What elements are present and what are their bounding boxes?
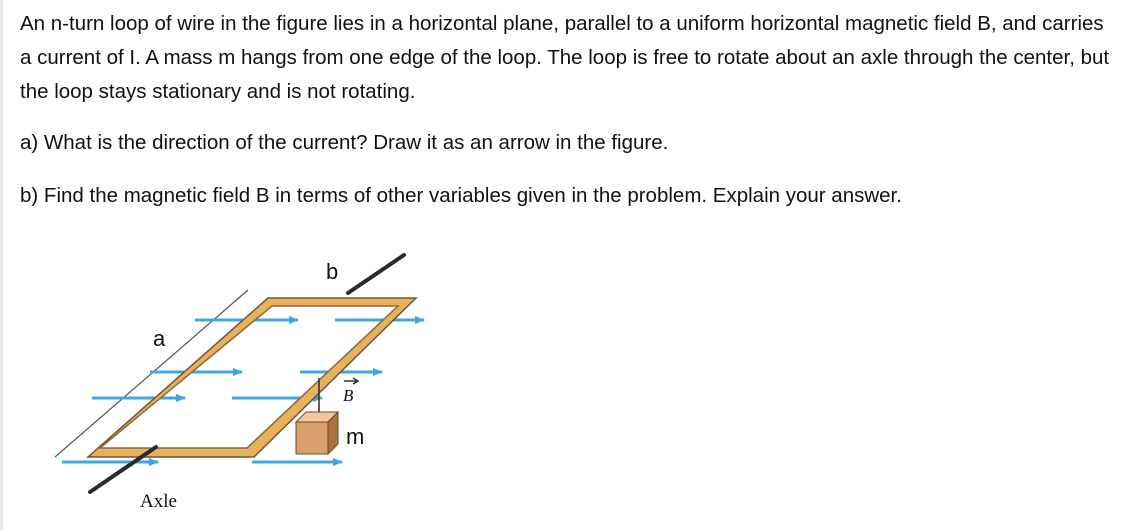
axle-back	[348, 255, 404, 293]
label-a: a	[153, 326, 166, 351]
problem-statement: An n-turn loop of wire in the figure lies in a horizontal plane, parallel to a uniform horizontal magnetic field B, and carries a current of I. A mass m hangs from one edge of the loop. The loop is free to rotate about an axle through the center, but the loop stays stationary and is not rotating.	[20, 12, 1110, 103]
question-a: a) What is the direction of the current? Draw it as an arrow in the figure.	[20, 131, 669, 154]
mass-front-face	[296, 422, 328, 454]
label-axle: Axle	[140, 491, 177, 512]
label-m: m	[346, 424, 365, 449]
field-label-B: B	[343, 386, 354, 405]
wire-loop	[88, 298, 416, 457]
hanging-mass	[296, 412, 338, 454]
label-b: b	[326, 259, 339, 284]
question-b: b) Find the magnetic field B in terms of other variables given in the problem. Explain your answer.	[20, 184, 902, 207]
